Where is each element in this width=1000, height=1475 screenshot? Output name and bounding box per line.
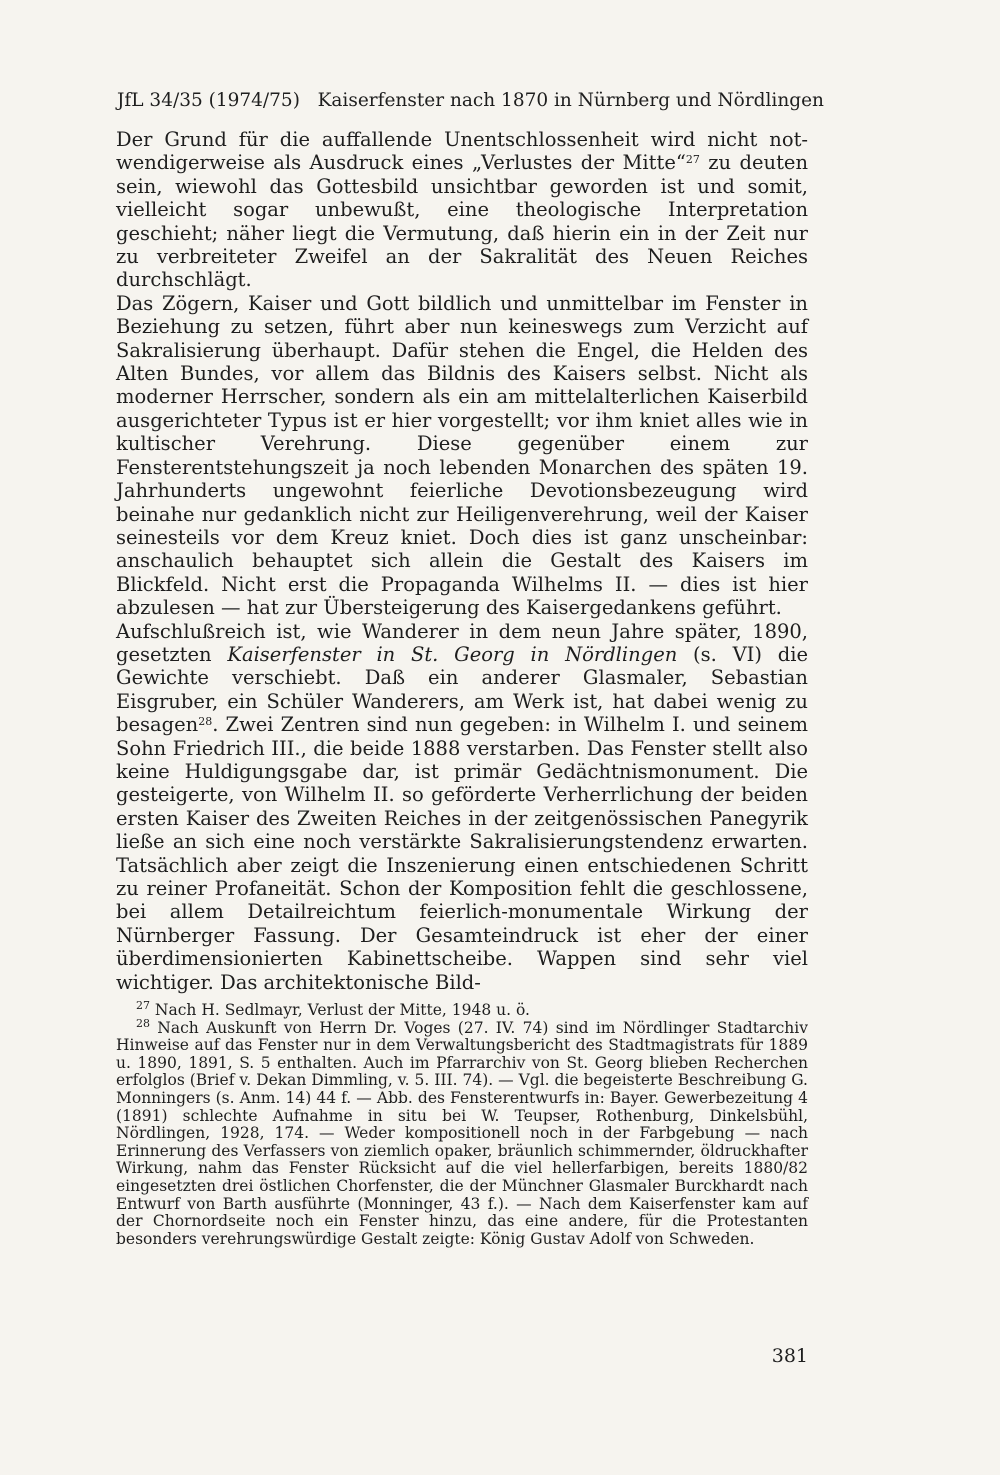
footnote-number: 27 (136, 998, 150, 1012)
page-number: 381 (771, 1345, 808, 1367)
footnote-28 (116, 1016, 808, 1249)
footnote-ref-28[interactable]: 28 (198, 715, 213, 729)
paragraph-3-text-a: Aufschlußreich ist, wie Wanderer in dem neun Jahre später, 1890, gesetzten (116, 619, 808, 666)
paragraph-3-text-c: . Zwei Zentren sind nun gegeben: in Wilhelm I. und seinem Sohn Friedrich III., die beide 1888 verstarben. Das Fenster stellt also keine Huldigungsgabe dar, ist primär Gedächtnismonument. Die gesteigerte, von Wilhelm II. so geförderte Verherrlichung der beiden ersten Kaiser des Zweiten Reiches in der zeitgenössischen Panegyrik ließe an sich eine noch verstärkte Sakralisierungstendenz erwarten. Tatsächlich aber zeigt die Inszenierung einen entschiedenen Schritt zu reiner Profaneität. Schon der Komposition fehlt die geschlossene, bei allem Detailreichtum feierlich-monumentale Wirkung der Nürnberger Fassung. Der Gesamteindruck ist eher der einer überdimensionierten Kabinettscheibe. Wappen sind sehr viel wichtiger. Das architektonische Bild- (116, 713, 808, 994)
footnote-text: Nach Auskunft von Herrn Dr. Voges (27. IV. 74) sind im Nördlinger Stadtarchiv Hinweise auf das Fenster nur in dem Verwaltungsbericht des Stadtmagistrats für 1889 u. 1890, 1891, S. 5 enthalten. Auch im Pfarrarchiv von St. Georg blieben Recherchen erfolglos (Brief v. Dekan Dimmling, v. 5. III. 74). — Vgl. die begeisterte Beschreibung G. Monningers (s. Anm. 14) 44 f. — Abb. des Fensterentwurfs in: Bayer. Gewerbezeitung 4 (1891) schlechte Aufnahme in situ bei W. Teupser, Rothenburg, Dinkelsbühl, Nördlingen, 1928, 174. — Weder kompositionell noch in der Farbgebung — nach Erinnerung des Verfassers von ziemlich opaker, bräunlich schimmernder, öldruckhafter Wirkung, nahm das Fenster Rücksicht auf die viel hellerfarbigen, bereits 1880/82 eingesetzten drei östlichen Chorfenster, die der Münchner Glasmaler Burckhardt nach Entwurf von Barth ausführte (Monninger, 43 f.). — Nach dem Kaiserfenster kam auf der Chornordseite noch ein Fenster hinzu, das eine andere, für die Protestanten besonders verehrungswürdige Gestalt zeigte: König Gustav Adolf von Schweden. (116, 1018, 808, 1248)
paragraph-3-text-b: (s. VI) die Gewichte verschiebt. Daß ein anderer Glasmaler, Sebastian Eisgruber, ein Schüler Wanderers, am Werk ist, hat dabei wenig zu besagen (116, 642, 808, 737)
body-text (116, 128, 808, 994)
footnote-number: 28 (136, 1016, 150, 1030)
running-header (117, 86, 824, 116)
paragraph-1-text-a: Der Grund für die auffallende Unentschlossenheit wird nicht notwendigerweise als Ausdruck eines „Verlustes der Mitte“ (116, 128, 808, 175)
header-title: Kaiserfenster nach 1870 in Nürnberg und Nördlingen (317, 90, 824, 111)
journal-reference: JfL 34/35 (1974/75) (117, 90, 300, 111)
paragraph-3 (116, 620, 808, 995)
footnote-text: Nach H. Sedlmayr, Verlust der Mitte, 1948 u. ö. (150, 1001, 530, 1019)
artwork-title: Kaiserfenster in St. Georg in Nördlingen (227, 642, 678, 666)
footnotes (116, 998, 808, 1248)
paragraph-2: Das Zögern, Kaiser und Gott bildlich und unmittelbar im Fenster in Beziehung zu setzen, führt aber nun keineswegs zum Verzicht auf Sakralisierung überhaupt. Dafür stehen die Engel, die Helden des Alten Bundes, vor allem das Bildnis des Kaisers selbst. Nicht als moderner Herrscher, sondern als ein am mittelalterlichen Kaiserbild ausgerichteter Typus ist er hier vorgestellt; vor ihm kniet alles wie in kultischer Verehrung. Diese gegenüber einem zur Fensterentstehungszeit ja noch lebenden Monarchen des späten 19. Jahrhunderts ungewohnt feierliche Devotionsbezeugung wird beinahe nur gedanklich nicht zur Heiligenverehrung, weil der Kaiser seinesteils vor dem Kreuz kniet. Doch dies ist ganz unscheinbar: anschaulich behauptet sich allein die Gestalt des Kaisers im Blickfeld. Nicht erst die Propaganda Wilhelms II. — dies ist hier abzulesen — hat zur Übersteigerung des Kaisergedankens geführt. (116, 291, 808, 620)
footnote-27 (116, 998, 808, 1020)
paragraph-1-text-b: zu deuten sein, wiewohl das Gottesbild unsichtbar geworden ist und somit, vielleicht sogar unbewußt, eine theologische Interpretation geschieht; näher liegt die Vermutung, daß hierin ein in der Zeit nur zu verbreiteter Zweifel an der Sakralität des Neuen Reiches durchschlägt. (116, 151, 808, 292)
footnote-ref-27[interactable]: 27 (685, 153, 700, 167)
paragraph-1 (116, 128, 808, 292)
